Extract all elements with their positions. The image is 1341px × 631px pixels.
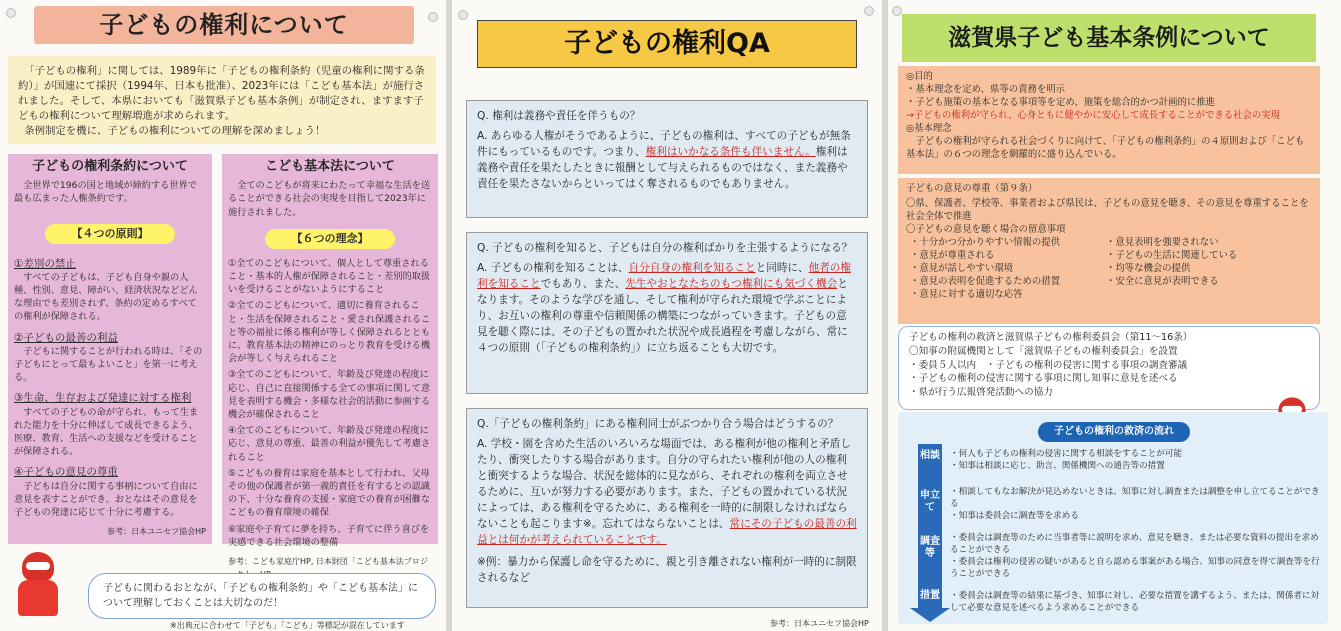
question: Q. 権利は義務や責任を伴うもの？ — [477, 110, 641, 122]
answer-note: ※例：暴力から保護し命を守るために、親と引き離されない権利が一時的に制限されるなど — [477, 556, 857, 584]
principle-body: 子どもは自分に関する事柄について自由に意見を表すことができ、おとなはその意見を子どもの発達に応じて十分に考慮する。 — [14, 480, 198, 519]
committee-line: ・委員５人以内 ・子どもの権利の侵害に関する事項の調査審議 — [909, 359, 1188, 371]
answer-highlight: 常にその子どもの最善の利益とは何かが考えられていることです。 — [477, 518, 857, 546]
principle-body: すべての子どもの命が守られ、もって生まれた能力を十分に伸ばして成長できるよう、医療、教育、生活への支援などを受けることが保障される。 — [14, 406, 199, 458]
flow-arrowhead — [910, 608, 950, 622]
flow-description: ・委員会は調査等のために当事者等に説明を求め、意見を聴き、または必要な資料の提出を求めることができる ・委員会は権利の侵害の疑いがあると自ら認める事案がある場合、知事の同意を得て調査等を行うことができる — [950, 533, 1320, 579]
intro-paragraph: 条例制定を機に、子どもの権利についての理解を深めましょう！ — [24, 125, 326, 137]
convention-column — [8, 154, 212, 544]
flow-description: ・何人も子どもの権利の侵害に関する相談をすることが可能 ・知事は相談に応じ、助言、関係機関への通告等の措置 — [950, 449, 1183, 471]
mascot-hero-icon — [8, 552, 68, 624]
principle-body: 子どもに関することが行われる時は、「その子どもにとって最もよいこと」を第一に考える。 — [14, 345, 203, 384]
qa-card — [466, 100, 868, 218]
answer-highlight: 先生やおとなたちのもつ権利にも気づく機会 — [625, 278, 838, 290]
flow-step: 措置 — [920, 590, 940, 601]
qa-card — [466, 408, 868, 608]
board-rights-qa — [452, 0, 882, 631]
considerations-grid — [906, 236, 1312, 301]
box-line: 〇子どもの意見を聴く場合の留意事項 — [906, 224, 1066, 235]
purpose-line: ◎基本理念 — [906, 123, 952, 134]
consideration-item: ・十分かつ分かりやすい情報の提供 — [910, 237, 1061, 248]
purpose-box — [898, 66, 1320, 174]
ideal-item: ⑤こどもの養育は家庭を基本として行われ、父母その他の保護者が第一義的責任を有するとの認識の下、十分な養育の支援・家庭での養育が困難なこどもの養育環境の確保 — [228, 467, 431, 519]
rights-committee-box — [898, 326, 1320, 410]
footnote: ※出典元に合わせて「子ども」「こども」等標記が混在しています — [170, 621, 405, 630]
column-heading: 子どもの権利条約について — [32, 159, 188, 174]
pushpin-icon — [864, 6, 874, 16]
qa-card — [466, 232, 868, 394]
ideal-item: ③全てのこどもについて、年齢及び発達の程度に応じ、自己に直接関係する全ての事項に関して意見を表明する機会・多様な社会的活動に参画する機会が確保されること — [228, 369, 431, 421]
reference-note: 参考：日本ユニセフ協会HP — [107, 527, 206, 537]
opinion-respect-box — [898, 178, 1320, 324]
ideal-item: ④全てのこどもについて、年齢及び発達の程度に応じ、意見の尊重、最善の利益が優先して考慮されること — [228, 425, 431, 463]
question: Q.「子どもの権利条約」にある権利同士がぶつかり合う場合はどうするの？ — [477, 418, 839, 430]
answer-highlight: 権利はいかなる条件も伴いません。 — [645, 146, 816, 158]
purpose-line: →子どもの権利が守られ、心身ともに健やかに安心して成長することができる社会の実現 — [906, 110, 1281, 121]
consideration-item: ・子どもの生活に関連している — [1106, 250, 1238, 261]
answer-text: と同時に、 — [755, 262, 809, 274]
speech-bubble: 子どもに関わるおとなが、「子どもの権利条約」や「こども基本法」について理解しておくことは大切なのだ！ — [88, 573, 436, 619]
flow-step: 申立て — [920, 490, 940, 513]
answer-text: でもあり、また、 — [540, 278, 626, 290]
pushpin-icon — [458, 10, 468, 20]
answer-text: となります。そのような学びを通し、そして権利が守られた環境で学ぶことにより、お互いの権利の尊重や信頼関係の構築につながっていきます。子どもの意見を聴く際には、その子どもの置かれた状況や成長過程を考慮しながら、常に４つの原則（「子どもの権利条約」）に立ち返ることも大切です。 — [477, 278, 848, 354]
board-children-rights — [0, 0, 446, 631]
flow-title: 子どもの権利の救済の流れ — [1038, 422, 1190, 442]
answer — [477, 128, 857, 192]
intro-box — [8, 56, 436, 144]
flow-description: ・相談してもなお解決が見込めないときは、知事に対し調査または調整を申し立てることができる ・知事は委員会に調査等を求める — [950, 487, 1320, 521]
ideals-label: 【６つの理念】 — [265, 229, 395, 249]
answer — [477, 436, 857, 548]
ideal-item: ②全てのこどもについて、適切に養育されること・生活を保障されること・愛され保護されること等の福祉に係る権利が等しく保障されるとともに、教育基本法の精神にのっとり教育を受ける機会が等しく与えられること — [228, 300, 431, 365]
purpose-line: ・基本理念を定め、県等の責務を明示 — [906, 84, 1066, 95]
pushpin-icon — [428, 12, 438, 22]
consideration-item: ・意見表明を強要されない — [1106, 237, 1219, 248]
principle-heading: ①差別の禁止 — [14, 257, 76, 270]
purpose-line: 子どもの権利が守られる社会づくりに向けて、「子どもの権利条約」の４原則および「こども基本法」の６つの理念を網羅的に盛り込んでいる。 — [906, 136, 1305, 160]
committee-line: ・子どもの権利の侵害に関する事項に関し知事に意見を述べる — [909, 373, 1178, 385]
consideration-item: ・意見に対する適切な応答 — [910, 289, 1023, 300]
column-summary: 全世界で196の国と地域が締約する世界で最も広まった人権条約です。 — [14, 180, 197, 205]
answer-highlight: 他者の権利を知ること — [477, 262, 851, 290]
principle-heading: ③生命、生存および発達に対する権利 — [14, 392, 192, 405]
box-line: 〇県、保護者、学校等、事業者および県民は、子どもの意見を聴き、その意見を尊重することを社会全体で推進 — [906, 198, 1309, 222]
principles-label: 【４つの原則】 — [45, 224, 175, 244]
consideration-item: ・均等な機会の提供 — [1106, 263, 1191, 274]
panel-title: 子どもの権利について — [34, 6, 414, 44]
principle-heading: ④子どもの意見の尊重 — [14, 466, 118, 479]
panel-title: 子どもの権利QA — [477, 20, 857, 68]
question: Q. 子どもの権利を知ると、子どもは自分の権利ばかりを主張するようになる？ — [477, 242, 853, 254]
ideal-item: ⑥家庭や子育てに夢を持ち、子育てに伴う喜びを実感できる社会環境の整備 — [228, 523, 430, 548]
reference-note: 参考：日本ユニセフ協会HP — [770, 619, 869, 628]
consideration-item: ・意見が話しやすい環境 — [910, 263, 1014, 274]
flow-step: 相談 — [920, 450, 940, 461]
principle-heading: ②子どもの最善の利益 — [14, 331, 118, 344]
column-summary: 全てのこどもが将来にわたって幸福な生活を送ることができる社会の実現を目指して2023年に施行されました。 — [228, 180, 431, 218]
committee-line: 子どもの権利の救済と滋賀県子どもの権利委員会（第11～16条） — [909, 332, 1193, 343]
answer-text: A. 学校・園を含めた生活のいろいろな場面では、ある権利が他の権利と矛盾したり、衝突したりする場合があります。自分の守られたい権利が他の人の権利と衝突するような場合、状況を総体的に見ながら、それぞれの権利を両立させるために、互いが努力する必要があります。また、子どもの置かれている状況によっては、ある権利を守るために、ある権利を一時的に制限しなければならないことも起こります※。忘れてはならないことは、 — [477, 438, 851, 530]
committee-line: ・県が行う広報啓発活動への協力 — [909, 387, 1053, 399]
answer-text: A. あらゆる人権がそうであるように、子どもの権利は、すべての子どもが無条件にもっているものです。つまり、 — [477, 130, 851, 158]
answer-text: 権利は義務や責任を果たしたときに報酬として与えられるものではなく、また義務や責任を果たさないからといってはく奪されるものでもありません。 — [477, 146, 848, 190]
reference-note: 参考：こども家庭庁HP, 日本財団「こども基本法プロジ — [228, 557, 428, 567]
basic-act-column — [222, 154, 438, 567]
purpose-line: ・子ども施策の基本となる事項等を定め、施策を総合的かつ計画的に推進 — [906, 97, 1216, 108]
consideration-item: ・意見の表明を促進するための措置 — [910, 276, 1061, 287]
consideration-item: ・意見が尊重される — [910, 250, 995, 261]
intro-paragraph: 「子どもの権利」に関しては、1989年に「子どもの権利条約（児童の権利に関する条約）」が国連にて採択（1994年、日本も批准）、2023年には「こども基本法」が施行されました。そして、本県においても「滋賀県子ども基本条例」が制定され、ますます子どもの権利について理解増進が求められます。 — [18, 65, 425, 122]
pushpin-icon — [6, 8, 16, 18]
answer-text: A. 子どもの権利を知ることは、 — [477, 262, 629, 274]
consideration-item: ・安全に意見が表明できる — [1106, 276, 1219, 287]
flow-description: ・委員会は調査等の結果に基づき、知事に対し、必要な措置を講ずるよう、または、関係者に対して必要な意見を述べるよう求めることができる — [950, 591, 1320, 613]
box-heading: 子どもの意見の尊重（第９条） — [906, 183, 1038, 194]
answer — [477, 260, 857, 356]
purpose-line: ◎目的 — [906, 71, 933, 82]
panel-title: 滋賀県子ども基本条例について — [902, 14, 1316, 62]
remedy-flow — [898, 412, 1328, 624]
principle-body: すべての子どもは、子ども自身や親の人種、性別、意見、障がい、経済状況などどんな理由でも差別されず、条約の定めるすべての権利が保障される。 — [14, 271, 198, 323]
ideal-item: ①全てのこどもについて、個人として尊重されること・基本的人権が保障されること・差別的取扱いを受けることがないようにすること — [228, 257, 431, 296]
consideration-item — [1106, 288, 1296, 301]
pushpin-icon — [892, 6, 902, 16]
flow-arrow — [918, 444, 942, 610]
answer-highlight: 自分自身の権利を知ること — [628, 262, 756, 274]
board-shiga-ordinance — [888, 0, 1341, 631]
flow-step: 調査等 — [920, 536, 940, 559]
column-heading: こども基本法について — [265, 159, 395, 174]
committee-line: 〇知事の附属機関として「滋賀県子どもの権利委員会」を設置 — [909, 345, 1178, 357]
